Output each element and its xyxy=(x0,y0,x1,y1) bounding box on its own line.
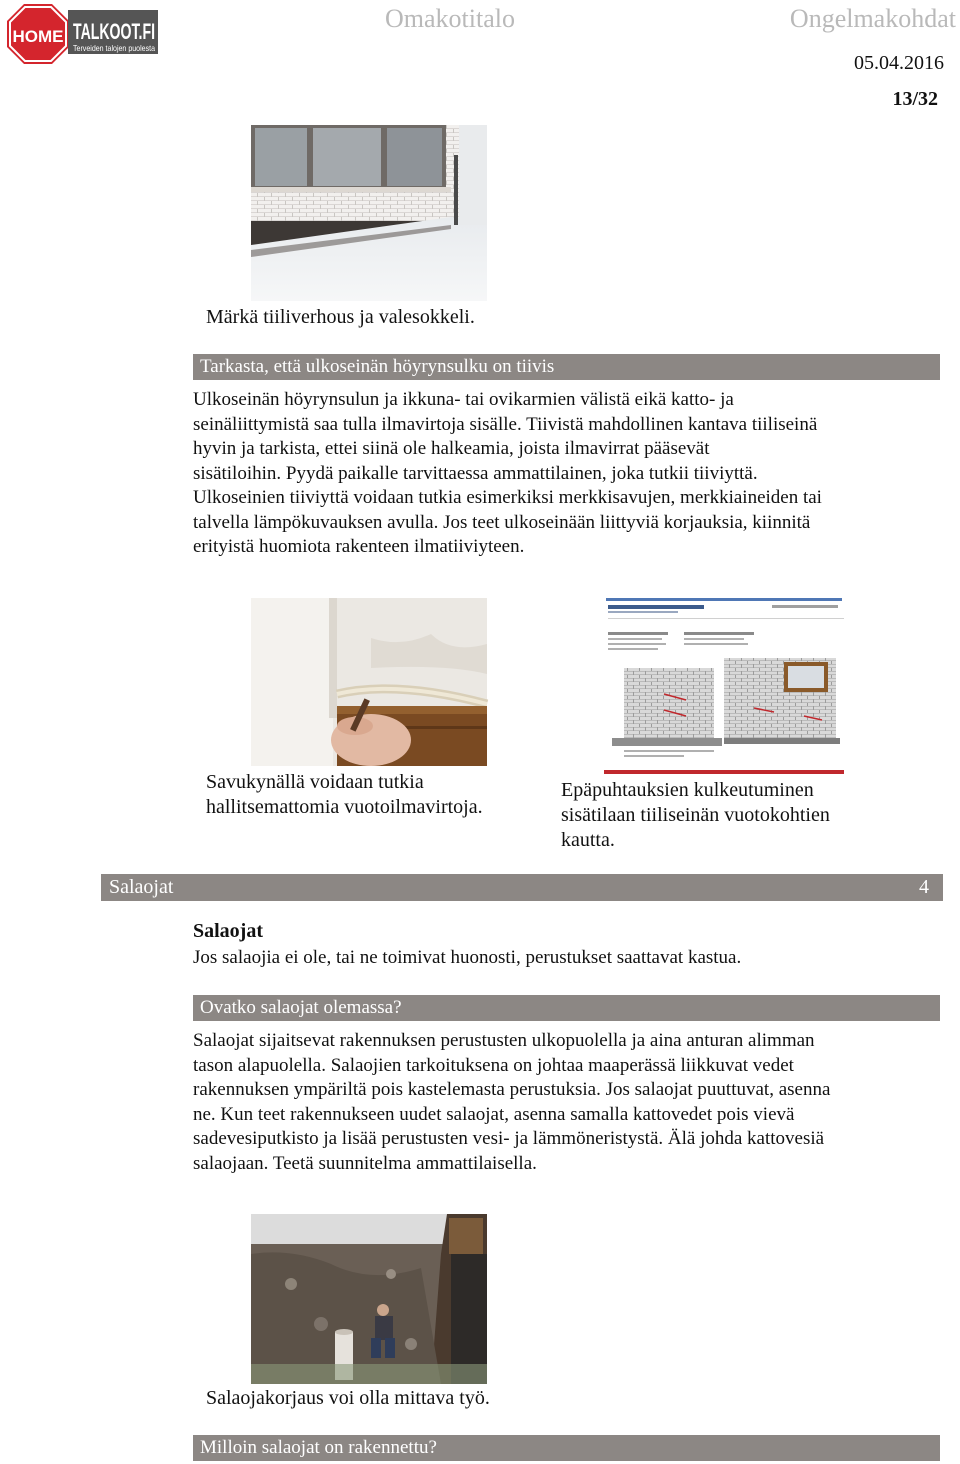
header-category-ongelmakohdat: Ongelmakohdat xyxy=(789,4,956,33)
text-line: Ulkoseinän höyrynsulun ja ikkuna- tai ovikarmien välistä eikä katto- ja xyxy=(193,389,734,410)
text-line: Salaojat sijaitsevat rakennuksen perustusten ulkopuolella ja aina anturan alimman xyxy=(193,1030,815,1051)
diagram-brick-wall-leakage xyxy=(604,598,844,776)
text-line: tason alapuolella. Salaojien tarkoituksena on johtaa maaperässä liikkuvat vedet xyxy=(193,1054,794,1076)
text-line: salaojaan. Teetä suunnitelma ammattilaisella. xyxy=(193,1152,537,1174)
photo-drain-excavation xyxy=(251,1214,487,1384)
drains-exist-paragraph xyxy=(193,1029,933,1176)
figure2-caption xyxy=(206,770,483,820)
text-line: hyvin ja tarkista, ettei siinä ole halkeamia, joista ilmavirrat pääsevät xyxy=(193,438,710,459)
text-line: sadevesiputkisto ja lisää perustusten vesi- ja lämmöneristystä. Älä johda kattovesiä xyxy=(193,1128,825,1149)
text-line: talvella lämpökuvauksen avulla. Jos teet ulkoseinään liittyviä korjauksia, kiinnitä xyxy=(193,511,811,533)
section-heading-salaojat xyxy=(101,874,943,901)
header-category-omakotitalo: Omakotitalo xyxy=(385,4,515,33)
logo-word-talkoot: TALKOOT.FI xyxy=(73,19,155,44)
subsection-heading-drains-built-when: Milloin salaojat on rakennettu? xyxy=(193,1435,940,1461)
hometalkoot-logo[interactable] xyxy=(6,3,158,65)
caption-line: hallitsemattomia vuotoilmavirtoja. xyxy=(206,796,483,818)
figure1-caption: Märkä tiiliverhous ja valesokkeli. xyxy=(206,306,475,328)
logo-word-home: HOME xyxy=(12,27,64,46)
caption-line: kautta. xyxy=(561,829,615,851)
vapor-barrier-paragraph xyxy=(193,388,933,560)
caption-line: sisätilaan tiiliseinän vuotokohtien xyxy=(561,804,830,826)
text-line: sisätiloihin. Pyydä paikalle tarvittaessa ammattilainen, joka tutkii tiiviyttä. xyxy=(193,462,758,484)
text-line: erityistä huomiota rakenteen ilmatiiviyteen. xyxy=(193,536,525,557)
salaojat-intro-text: Jos salaojia ei ole, tai ne toimivat huonosti, perustukset saattavat kastua. xyxy=(193,947,742,968)
caption-line: Savukynällä voidaan tutkia xyxy=(206,771,424,793)
figure4-caption: Salaojakorjaus voi olla mittava työ. xyxy=(206,1387,490,1409)
caption-line: Epäpuhtauksien kulkeutuminen xyxy=(561,779,814,801)
subsection-heading-drains-exist: Ovatko salaojat olemassa? xyxy=(193,995,940,1021)
photo-wet-brick-facade xyxy=(251,125,487,301)
salaojat-subheading: Salaojat xyxy=(193,920,263,942)
text-line: ne. Kun teet rakennukseen uudet salaojat, asenna samalla kattovedet pois vievä xyxy=(193,1103,795,1125)
text-line: seinäliittymistä saa tulla ilmavirtoja sisälle. Tiivistä mahdollinen kantava tiiliseinä xyxy=(193,413,818,435)
header-date: 05.04.2016 xyxy=(854,52,944,74)
subsection-heading-vapor-barrier: Tarkasta, että ulkoseinän höyrynsulku on tiivis xyxy=(193,354,940,380)
section-title: Salaojat xyxy=(109,876,174,898)
logo-tagline: Terveiden talojen puolesta xyxy=(73,43,156,53)
text-line: Ulkoseinien tiiviyttä voidaan tutkia esimerkiksi merkkisavujen, merkkiaineiden tai xyxy=(193,487,822,508)
page-number: 13/32 xyxy=(892,88,938,110)
text-line: rakennuksen ympäriltä pois kastelemasta perustuksia. Jos salaojat puuttuvat, asenna xyxy=(193,1079,831,1100)
section-number: 4 xyxy=(919,876,929,898)
photo-smoke-pen-test xyxy=(251,598,487,766)
figure3-caption xyxy=(561,778,830,853)
